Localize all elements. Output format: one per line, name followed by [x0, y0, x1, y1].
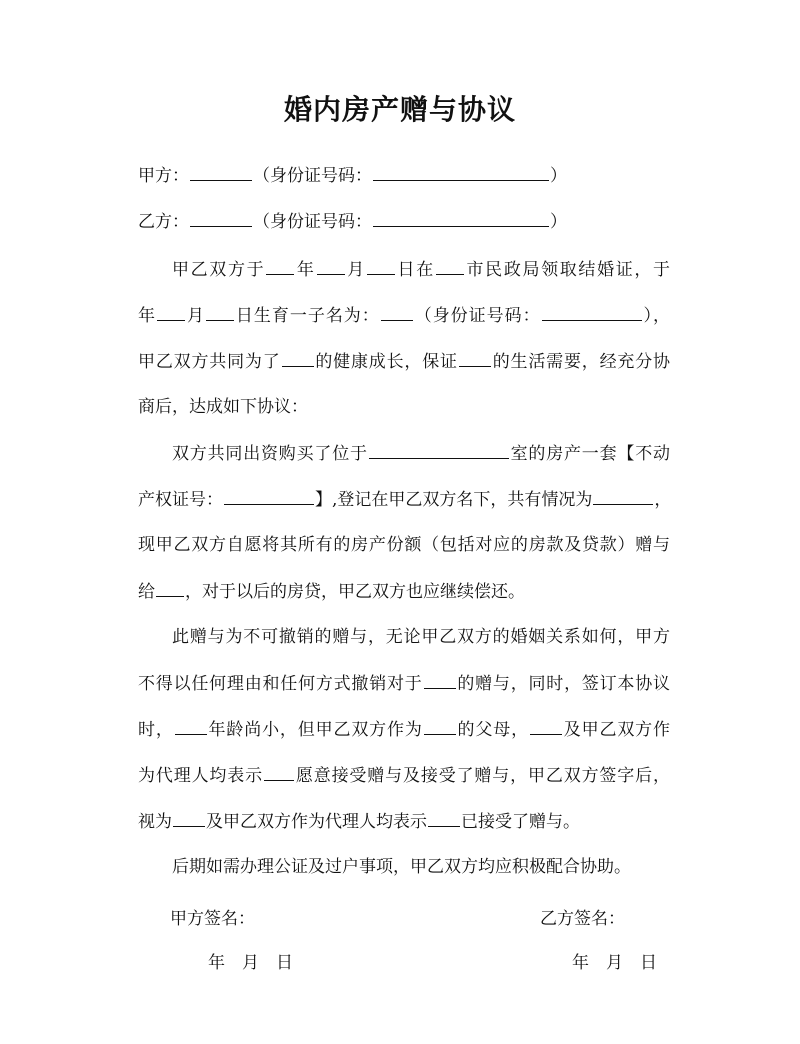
party-a-id-blank	[373, 164, 549, 181]
party-b-date: 年 月 日	[572, 953, 657, 973]
p2-line-2: 产权证号： 】,登记在甲乙双方名下，共有情况为 ，	[138, 490, 672, 510]
p4-line: 后期如需办理公证及过户事项，甲乙双方均应积极配合协助。	[172, 857, 631, 877]
p3-line-5: 视为 及甲乙双方作为代理人均表示 已接受了赠与。	[138, 812, 580, 832]
p3-line-2: 不得以任何理由和任何方式撤销对于 的赠与，同时，签订本协议	[138, 674, 671, 694]
p1-line-3: 甲乙双方共同为了 的健康成长，保证 的生活需要，经充分协	[138, 352, 671, 372]
document-title: 婚内房产赠与协议	[283, 93, 516, 126]
party-b-signature-label: 乙方签名：	[540, 909, 625, 929]
p1-line-2: 年 月 日生育一子名为： （身份证号码： ），	[138, 306, 671, 326]
party-a-name-blank	[190, 164, 252, 181]
p2-line-4: 给 ，对于以后的房贷，甲乙双方也应继续偿还。	[138, 582, 525, 602]
p3-line-3: 时， 年龄尚小，但甲乙双方作为 的父母， 及甲乙双方作	[138, 720, 671, 740]
p3-line-4: 为代理人均表示 愿意接受赠与及接受了赠与，甲乙双方签字后，	[138, 766, 670, 786]
p2-line-1: 双方共同出资购买了位于 室的房产一套【不动	[172, 444, 671, 464]
p1-line-1: 甲乙双方于 年 月 日在 市民政局领取结婚证，于	[172, 260, 671, 280]
party-a-line: 甲方： （身份证号码： ）	[138, 166, 567, 186]
p3-line-1: 此赠与为不可撤销的赠与，无论甲乙双方的婚姻关系如何，甲方	[172, 627, 670, 647]
party-a-signature-label: 甲方签名：	[170, 909, 255, 929]
party-b-line: 乙方： （身份证号码： ）	[138, 212, 567, 232]
party-b-id-blank	[373, 210, 549, 227]
party-b-name-blank	[190, 210, 252, 227]
p1-line-4: 商后，达成如下协议：	[138, 397, 308, 417]
party-a-date: 年 月 日	[208, 953, 293, 973]
p2-line-3: 现甲乙双方自愿将其所有的房产份额（包括对应的房款及贷款）赠与	[138, 535, 670, 555]
